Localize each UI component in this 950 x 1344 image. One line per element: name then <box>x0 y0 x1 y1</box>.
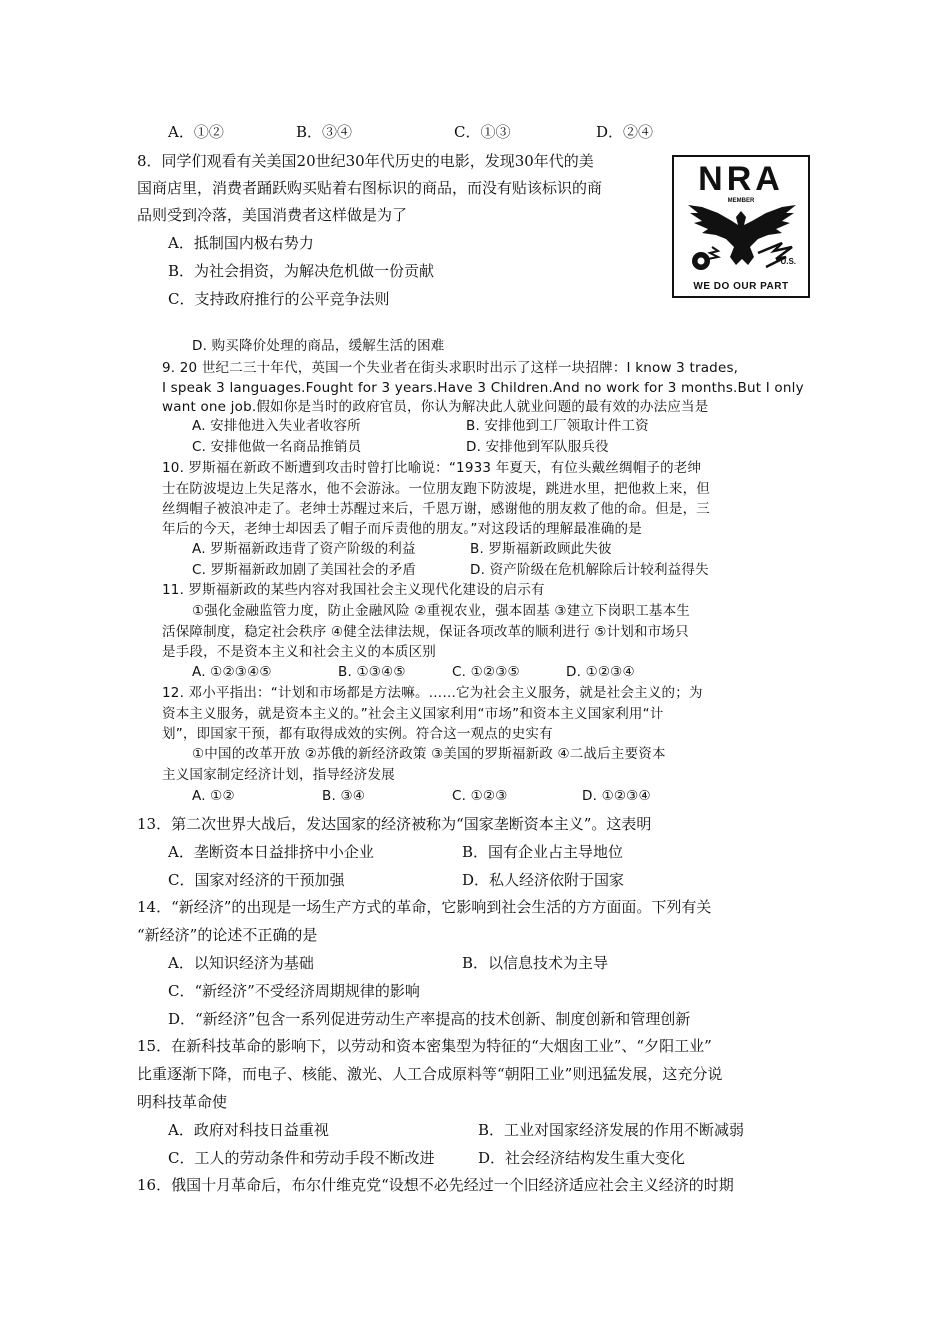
q15-stem-line-2: 比重逐渐下降，而电子、核能、激光、人工合成原料等“朝阳工业”则迅猛发展，这充分说 <box>137 1065 723 1083</box>
q10-stem-line-2: 士在防波堤边上失足落水，他不会游泳。一位朋友跑下防波堤，跳进水里，把他救上来，但 <box>162 481 710 497</box>
q14-option-a: A．以知识经济为基础 <box>168 954 314 972</box>
q7-option-b: B．③④ <box>296 123 353 141</box>
q14-option-b: B．以信息技术为主导 <box>462 954 609 972</box>
q9-option-b: B. 安排他到工厂领取计件工资 <box>466 418 649 434</box>
q10-stem-line-4: 年后的今天，老绅士却因丢了帽子而斥责他的朋友。”对这段话的理解最准确的是 <box>162 521 642 537</box>
q14-stem-line-1: 14．“新经济”的出现是一场生产方式的革命，它影响到社会生活的方方面面。下列有关 <box>137 898 712 916</box>
q15-stem-line-1: 15．在新科技革命的影响下，以劳动和资本密集型为特征的“大烟囱工业”、“夕阳工业” <box>137 1037 712 1055</box>
q13-option-a: A．垄断资本日益排挤中小企业 <box>168 843 374 861</box>
q10-stem-line-1: 10. 罗斯福在新政不断遭到攻击时曾打比喻说：“1933 年夏天，有位头戴丝绸帽子的老绅 <box>162 460 702 476</box>
q10-stem-line-3: 丝绸帽子被浪冲走了。老绅士苏醒过来后，千恩万谢，感谢他的朋友救了他的命。但是，三 <box>162 501 710 517</box>
q9-stem-line-2: I speak 3 languages.Fought for 3 years.Have 3 Children.And no work for 3 months.But I only <box>162 380 804 396</box>
nra-logo <box>672 155 810 298</box>
q9-option-a: A. 安排他进入失业者收容所 <box>192 418 361 434</box>
q15-option-d: D．社会经济结构发生重大变化 <box>478 1149 686 1167</box>
q11-option-d: D. ①②③④ <box>566 664 635 680</box>
nra-us: U.S. <box>780 257 796 266</box>
q12-option-a: A. ①② <box>192 788 235 804</box>
q8-stem-line-3: 品则受到冷落，美国消费者这样做是为了 <box>137 206 408 224</box>
q12-stem-line-3: 划”，即国家干预，都有取得成效的实例。符合这一观点的史实有 <box>162 726 553 742</box>
q14-option-d: D．“新经济”包含一系列促进劳动生产率提高的技术创新、制度创新和管理创新 <box>168 1010 691 1028</box>
q12-stem-line-2: 资本主义服务，就是资本主义的。”社会主义国家利用“市场”和资本主义国家利用“计 <box>162 706 664 722</box>
q9-option-c: C. 安排他做一名商品推销员 <box>192 439 362 455</box>
q8-stem-line-1: 8．同学们观看有关美国20世纪30年代历史的电影，发现30年代的美 <box>137 152 594 170</box>
q13-stem: 13．第二次世界大战后，发达国家的经济被称为“国家垄断资本主义”。这表明 <box>137 815 652 833</box>
q11-option-b: B. ①③④⑤ <box>338 664 406 680</box>
q15-option-c: C．工人的劳动条件和劳动手段不断改进 <box>168 1149 435 1167</box>
q10-option-d: D. 资产阶级在危机解除后计较利益得失 <box>470 562 709 578</box>
q10-option-a: A. 罗斯福新政违背了资产阶级的利益 <box>192 541 416 557</box>
q7-option-a: A．①② <box>168 123 224 141</box>
q8-stem-line-2: 国商店里，消费者踊跃购买贴着右图标识的商品，而没有贴该标识的商 <box>137 179 603 197</box>
q11-stem-line-4: 是手段，不是资本主义和社会主义的本质区别 <box>162 644 436 660</box>
q10-option-c: C. 罗斯福新政加剧了美国社会的矛盾 <box>192 562 417 578</box>
q9-stem-line-1: 9. 20 世纪二三十年代，英国一个失业者在街头求职时出示了这样一块招牌：I know 3 trades, <box>162 360 739 376</box>
q8-option-b: B．为社会捐资，为解决危机做一份贡献 <box>168 262 435 280</box>
q8-option-a: A．抵制国内极右势力 <box>168 234 314 252</box>
eagle-icon <box>682 203 800 279</box>
q8-option-c: C．支持政府推行的公平竞争法则 <box>168 290 390 308</box>
q13-option-c: C．国家对经济的干预加强 <box>168 871 345 889</box>
q11-option-c: C. ①②③⑤ <box>452 664 520 680</box>
q12-option-b: B. ③④ <box>322 788 366 804</box>
q14-option-c: C．“新经济”不受经济周期规律的影响 <box>168 982 420 1000</box>
q10-option-b: B. 罗斯福新政顾此失彼 <box>470 541 612 557</box>
q12-option-d: D. ①②③④ <box>582 788 651 804</box>
q9-option-d: D. 安排他到军队服兵役 <box>466 439 609 455</box>
q12-stem-line-5: 主义国家制定经济计划，指导经济发展 <box>162 767 395 783</box>
q16-stem: 16．俄国十月革命后，布尔什维克党“设想不必先经过一个旧经济适应社会主义经济的时期 <box>137 1176 734 1194</box>
q11-stem-line-2: ①强化金融监管力度，防止金融风险 ②重视农业，强本固基 ③建立下岗职工基本生 <box>192 603 690 619</box>
q12-stem-line-1: 12. 邓小平指出：“计划和市场都是方法嘛。……它为社会主义服务，就是社会主义的；为 <box>162 685 703 701</box>
q13-option-d: D．私人经济依附于国家 <box>462 871 625 889</box>
q14-stem-line-2: “新经济”的论述不正确的是 <box>137 926 318 944</box>
q15-option-b: B．工业对国家经济发展的作用不断减弱 <box>478 1121 745 1139</box>
nra-member: MEMBER <box>727 198 755 204</box>
q12-stem-line-4: ①中国的改革开放 ②苏俄的新经济政策 ③美国的罗斯福新政 ④二战后主要资本 <box>192 746 666 762</box>
q9-stem-line-3: want one job.假如你是当时的政府官员，你认为解决此人就业问题的最有效的办法应当是 <box>162 399 709 415</box>
nra-slogan: WE DO OUR PART <box>693 281 789 292</box>
q13-option-b: B．国有企业占主导地位 <box>462 843 624 861</box>
q11-option-a: A. ①②③④⑤ <box>192 664 272 680</box>
nra-title: NRA <box>698 160 784 198</box>
q15-stem-line-3: 明科技革命使 <box>137 1093 228 1111</box>
q7-option-d: D．②④ <box>596 123 654 141</box>
q12-option-c: C. ①②③ <box>452 788 508 804</box>
q15-option-a: A．政府对科技日益重视 <box>168 1121 329 1139</box>
q11-stem-line-1: 11. 罗斯福新政的某些内容对我国社会主义现代化建设的启示有 <box>162 582 545 598</box>
q7-option-c: C．①③ <box>454 123 511 141</box>
q11-stem-line-3: 活保障制度，稳定社会秩序 ④健全法律法规，保证各项改革的顺利进行 ⑤计划和市场只 <box>162 624 689 640</box>
q8-option-d: D. 购买降价处理的商品，缓解生活的困难 <box>192 338 445 354</box>
